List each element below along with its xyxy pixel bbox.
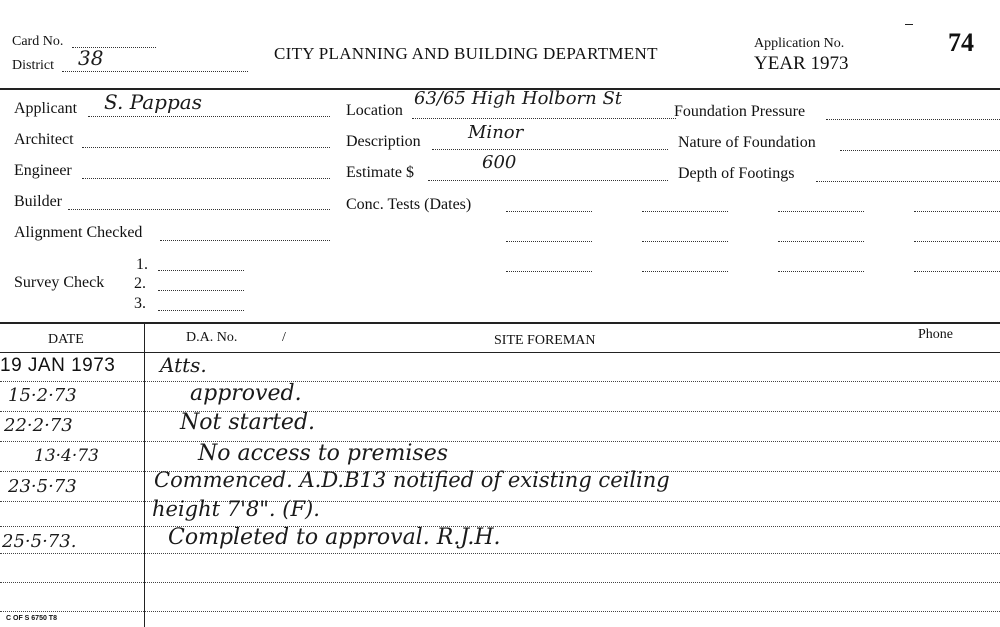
- conc-test-blank: [506, 271, 592, 272]
- survey-2-line: [158, 290, 244, 291]
- applicant-line: [88, 116, 330, 117]
- conc-test-blank: [642, 271, 728, 272]
- application-number: 74: [948, 28, 974, 57]
- table-row-note: Atts.: [160, 353, 207, 377]
- form-code: C OF S 6750 T8: [6, 615, 57, 622]
- engineer-label: Engineer: [14, 162, 72, 179]
- applicant-label: Applicant: [14, 100, 78, 117]
- estimate-label: Estimate $: [346, 164, 414, 181]
- table-top-border: [0, 322, 1000, 324]
- table-row-note: Commenced. A.D.B13 notified of existing ceiling: [154, 468, 670, 492]
- builder-label: Builder: [14, 193, 62, 210]
- architect-line: [82, 147, 330, 148]
- estimate-line: [428, 180, 668, 181]
- survey-3-line: [158, 310, 244, 311]
- depth-footings-line: [816, 181, 1000, 182]
- survey-1-line: [158, 270, 244, 271]
- description-line: [432, 149, 668, 150]
- table-row-note: No access to premises: [198, 441, 449, 466]
- description-value: Minor: [468, 122, 524, 143]
- row-rule: [0, 553, 1000, 554]
- foundation-pressure-line: [826, 119, 1000, 120]
- location-label: Location: [346, 102, 403, 119]
- nature-foundation-label: Nature of Foundation: [678, 134, 816, 151]
- description-label: Description: [346, 133, 421, 150]
- header-row-border: [0, 352, 1000, 353]
- table-row-note: Not started.: [180, 410, 316, 435]
- foundation-pressure-label: Foundation Pressure: [674, 103, 806, 120]
- conc-test-blank: [778, 241, 864, 242]
- applicant-value: S. Pappas: [104, 90, 202, 114]
- table-row-date: 22·2·73: [4, 415, 73, 436]
- estimate-value: 600: [482, 152, 517, 173]
- location-value: 63/65 High Holborn St: [414, 88, 623, 109]
- conc-test-blank: [506, 211, 592, 212]
- col-date-header: DATE: [48, 332, 84, 347]
- table-row-note: Completed to approval. R.J.H.: [168, 525, 501, 550]
- conc-test-blank: [914, 271, 1000, 272]
- table-row-note: height 7'8". (F).: [152, 497, 320, 521]
- architect-label: Architect: [14, 131, 74, 148]
- alignment-label: Alignment Checked: [14, 224, 143, 241]
- year-label: YEAR 1973: [754, 53, 849, 74]
- tick-mark: [905, 24, 913, 25]
- nature-foundation-line: [840, 150, 1000, 151]
- survey-2-label: 2.: [134, 275, 146, 292]
- conc-tests-label: Conc. Tests (Dates): [346, 196, 472, 213]
- district-label: District: [12, 58, 54, 73]
- conc-test-blank: [914, 241, 1000, 242]
- depth-footings-label: Depth of Footings: [678, 165, 795, 182]
- row-rule: [0, 582, 1000, 583]
- district-line: [62, 71, 248, 72]
- row-rule: [0, 411, 1000, 412]
- table-row-date: 13·4·73: [34, 446, 99, 466]
- conc-test-blank: [642, 241, 728, 242]
- district-value: 38: [78, 46, 104, 70]
- survey-1-label: 1.: [136, 256, 148, 273]
- location-line: [412, 118, 676, 119]
- row-rule: [0, 611, 1000, 612]
- table-row-date: 25·5·73.: [2, 531, 77, 552]
- row-rule: [0, 381, 1000, 382]
- row-rule: [0, 441, 1000, 442]
- survey-3-label: 3.: [134, 295, 146, 312]
- conc-test-blank: [642, 211, 728, 212]
- conc-test-blank: [506, 241, 592, 242]
- builder-line: [68, 209, 330, 210]
- alignment-line: [160, 240, 330, 241]
- engineer-line: [82, 178, 330, 179]
- table-row-date: 23·5·73: [8, 476, 77, 497]
- col-phone-header: Phone: [918, 327, 953, 342]
- col-da-header: D.A. No.: [186, 330, 238, 345]
- application-label: Application No.: [754, 36, 845, 51]
- col-foreman-header: SITE FOREMAN: [494, 333, 596, 348]
- table-row-note: approved.: [190, 381, 302, 406]
- survey-label: Survey Check: [14, 274, 105, 291]
- table-row-date: 15·2·73: [8, 385, 77, 406]
- department-title: CITY PLANNING AND BUILDING DEPARTMENT: [274, 44, 658, 63]
- conc-test-blank: [778, 271, 864, 272]
- conc-test-blank: [914, 211, 1000, 212]
- table-row-date: 19 JAN 1973: [0, 355, 116, 376]
- row-rule: [0, 501, 1000, 502]
- col-slash-header: /: [282, 330, 286, 345]
- conc-test-blank: [778, 211, 864, 212]
- card-no-label: Card No.: [12, 34, 64, 49]
